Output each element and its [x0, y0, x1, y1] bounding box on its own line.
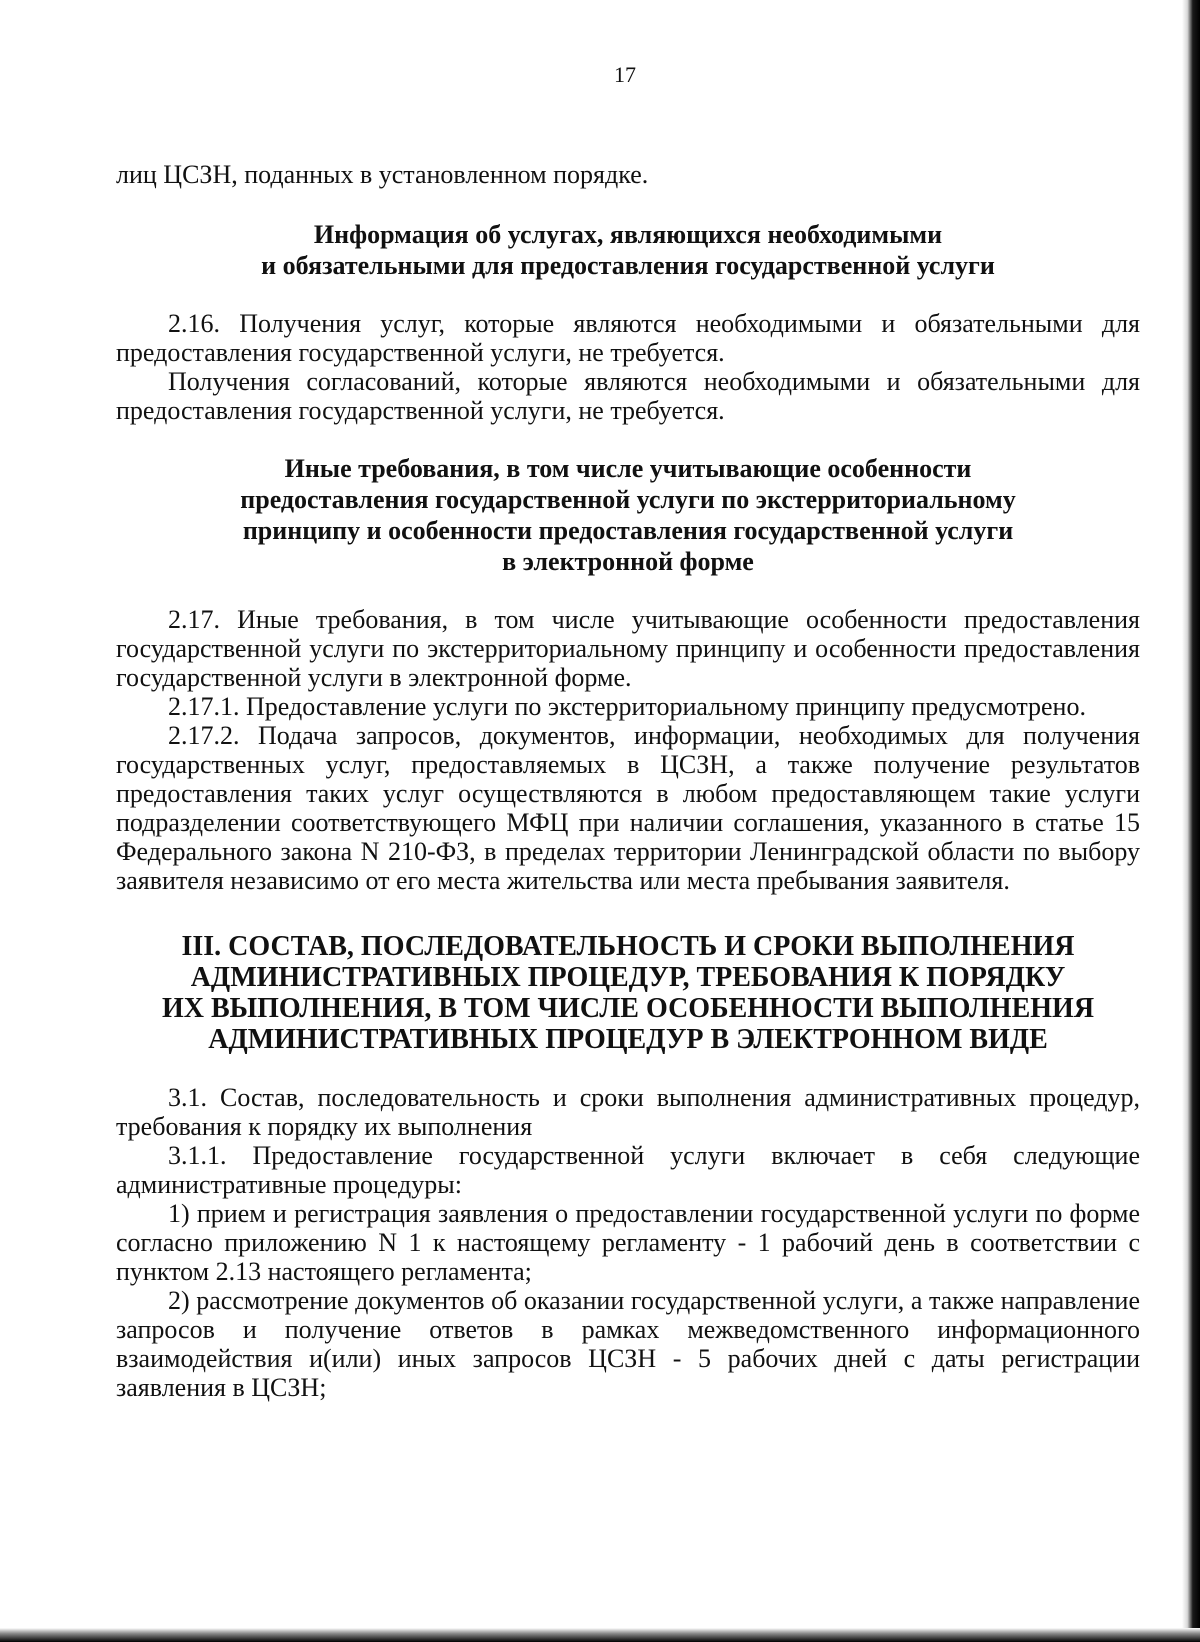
heading-line: в электронной форме [502, 547, 754, 576]
document-body [116, 160, 1140, 1402]
list-item-1: 1) прием и регистрация заявления о предоставлении государственной услуги по форме согласно приложению N 1 к настоящему регламенту - 1 рабочий день в соответствии с пунктом 2.13 настоящего регламента; [116, 1199, 1140, 1286]
page-number: 17 [614, 62, 636, 87]
heading-services-info [116, 219, 1140, 281]
scan-edge-right [1182, 0, 1200, 1642]
section-heading-line: АДМИНИСТРАТИВНЫХ ПРОЦЕДУР В ЭЛЕКТРОННОМ ВИДЕ [208, 1024, 1048, 1055]
heading-line: принципу и особенности предоставления государственной услуги [242, 516, 1014, 545]
heading-other-requirements [116, 453, 1140, 577]
list-item-2: 2) рассмотрение документов об оказании государственной услуги, а также направление запросов и получение ответов в рамках межведомственного информационного взаимодействия и(или) иных запросов ЦСЗН - 5 рабочих дней с даты регистрации заявления в ЦСЗН; [116, 1286, 1140, 1402]
continuation-text: лиц ЦСЗН, поданных в установленном порядке. [116, 160, 649, 189]
heading-line: Иные требования, в том числе учитывающие особенности [284, 454, 972, 483]
paragraph-2-17: 2.17. Иные требования, в том числе учитывающие особенности предоставления государственной услуги по экстерриториальному принципу и особенности предоставления государственной услуги в электронной форме. [116, 605, 1140, 692]
paragraph-2-16: 2.16. Получения услуг, которые являются необходимыми и обязательными для предоставления государственной услуги, не требуется. [116, 309, 1140, 367]
paragraph-3-1-1: 3.1.1. Предоставление государственной услуги включает в себя следующие административные процедуры: [116, 1141, 1140, 1199]
paragraph-2-17-1: 2.17.1. Предоставление услуги по экстерриториальному принципу предусмотрено. [168, 692, 1086, 721]
heading-line: Информация об услугах, являющихся необходимыми [313, 220, 943, 249]
section-heading-line: ИХ ВЫПОЛНЕНИЯ, В ТОМ ЧИСЛЕ ОСОБЕННОСТИ ВЫПОЛНЕНИЯ [161, 993, 1095, 1024]
scan-edge-bottom [0, 1628, 1200, 1642]
section-heading-line: АДМИНИСТРАТИВНЫХ ПРОЦЕДУР, ТРЕБОВАНИЯ К ПОРЯДКУ [190, 962, 1066, 993]
paragraph-2-16-approvals: Получения согласований, которые являются необходимыми и обязательными для предоставления государственной услуги, не требуется. [116, 367, 1140, 425]
paragraph-2-17-2: 2.17.2. Подача запросов, документов, информации, необходимых для получения государственных услуг, предоставляемых в ЦСЗН, а также получение результатов предоставления таких услуг осуществляются в любом предоставляющем такие услуги подразделении соответствующего МФЦ при наличии соглашения, указанного в статье 15 Федерального закона N 210-ФЗ, в пределах территории Ленинградской области по выбору заявителя независимо от его места жительства или места пребывания заявителя. [116, 721, 1140, 895]
heading-line: предоставления государственной услуги по экстерриториальному [240, 485, 1016, 514]
paragraph-3-1: 3.1. Состав, последовательность и сроки выполнения административных процедур, требования к порядку их выполнения [116, 1083, 1140, 1141]
section-3-heading [116, 931, 1140, 1055]
section-heading-line: III. СОСТАВ, ПОСЛЕДОВАТЕЛЬНОСТЬ И СРОКИ ВЫПОЛНЕНИЯ [181, 931, 1075, 962]
heading-line: и обязательными для предоставления государственной услуги [261, 251, 995, 280]
